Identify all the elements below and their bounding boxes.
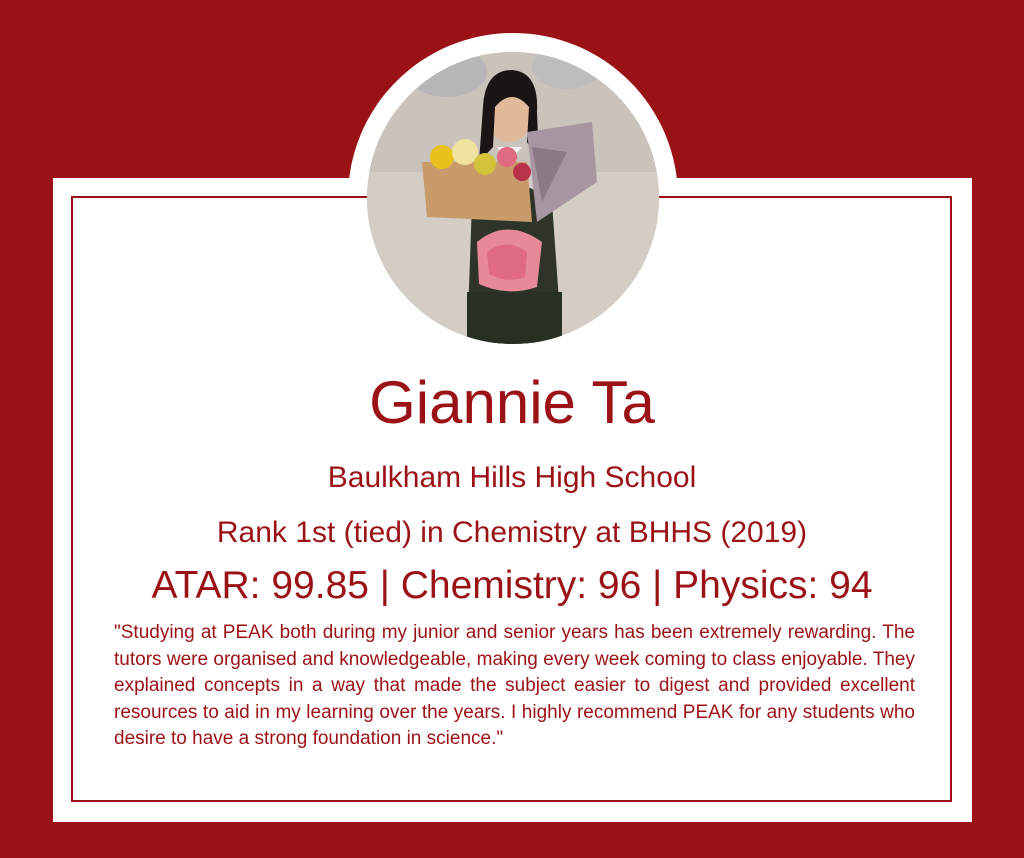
school-name: Baulkham Hills High School <box>327 461 697 494</box>
score-summary: ATAR: 99.85 | Chemistry: 96 | Physics: 94 <box>151 564 873 607</box>
student-photo-illustration <box>367 52 659 344</box>
testimonial-quote: "Studying at PEAK both during my junior and senior years has been extremely rewarding. The tutors were organised and knowledgeable, making every week coming to class enjoyable. They explained concepts in a way that made the subject easier to digest and provided excellent resources to aid in my learning over the years. I highly recommend PEAK for any students who desire to have a strong foundation in science." <box>114 622 915 749</box>
rank-achievement: Rank 1st (tied) in Chemistry at BHHS (2019) <box>216 516 808 549</box>
student-name: Giannie Ta <box>369 369 655 436</box>
student-photo <box>367 52 659 344</box>
